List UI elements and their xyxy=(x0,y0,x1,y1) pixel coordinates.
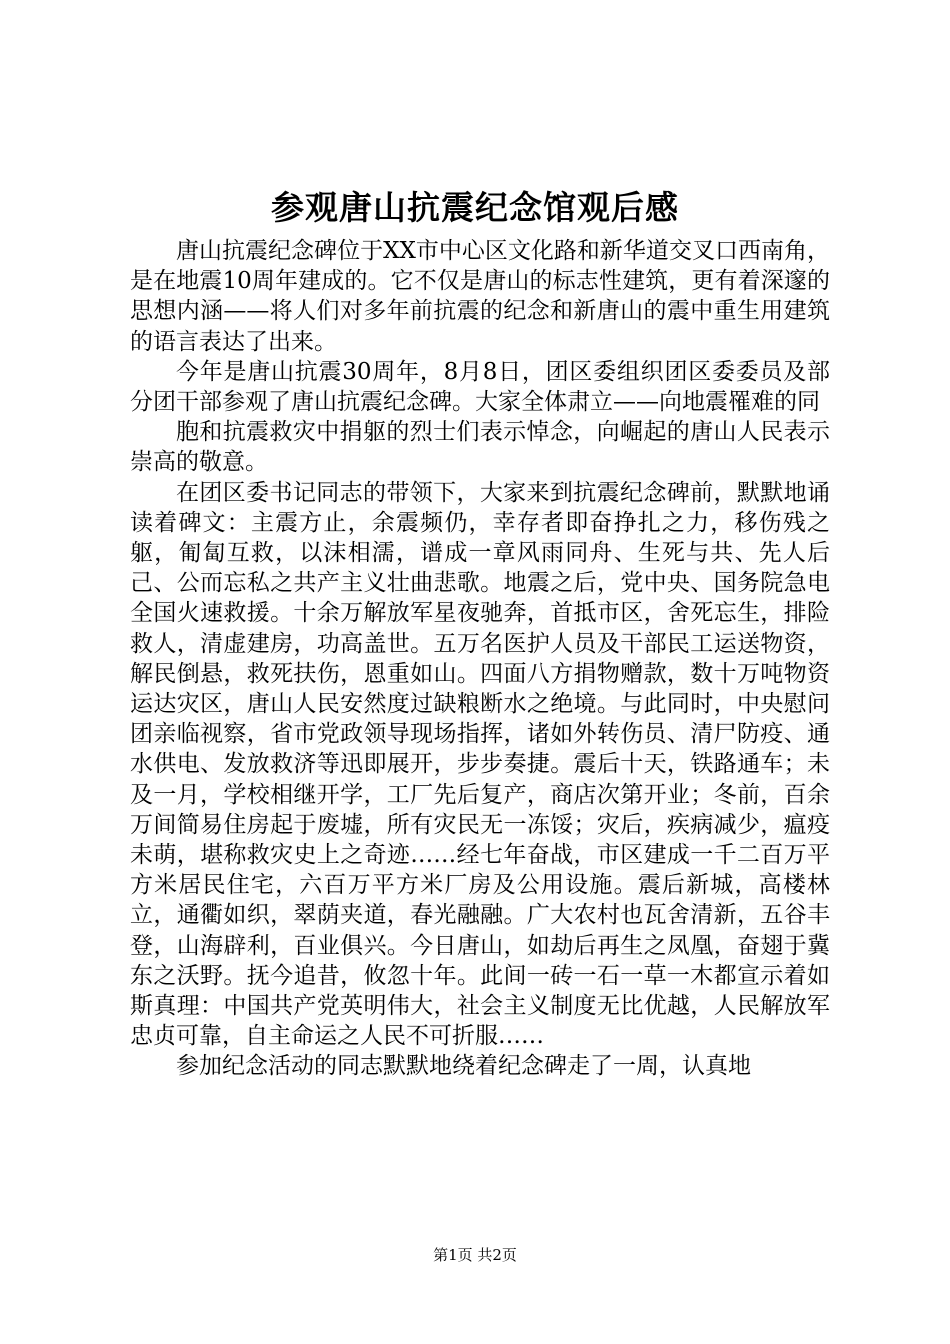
document-body xyxy=(130,236,830,1082)
paragraph-1: 唐山抗震纪念碑位于XX市中心区文化路和新华道交叉口西南角，是在地震10周年建成的。它不仅是唐山的标志性建筑，更有着深邃的思想内涵——将人们对多年前抗震的纪念和新唐山的震中重生用建筑的语言表达了出来。 xyxy=(130,238,830,355)
paragraph-2: 今年是唐山抗震30周年，8月8日，团区委组织团区委委员及部分团干部参观了唐山抗震纪念碑。大家全体肃立——向地震罹难的同 xyxy=(130,358,830,416)
paragraph-3: 胞和抗震救灾中捐躯的烈士们表示悼念，向崛起的唐山人民表示崇高的敬意。 xyxy=(130,419,830,476)
page-footer: 第1页 共2页 xyxy=(433,1246,517,1264)
paragraph-4: 在团区委书记同志的带领下，大家来到抗震纪念碑前，默默地诵读着碑文：主震方止，余震频仍，幸存者即奋挣扎之力，移伤残之躯，匍匐互救，以沫相濡，谱成一章风雨同舟、生死与共、先人后己、公而忘私之共产主义壮曲悲歌。地震之后，党中央、国务院急电全国火速救援。十余万解放军星夜驰奔，首抵市区，舍死忘生，排险救人，清虚建房，功高盖世。五万名医护人员及干部民工运送物资，解民倒悬，救死扶伤，恩重如山。四面八方捐物赠款，数十万吨物资运达灾区，唐山人民安然度过缺粮断水之绝境。与此同时，中央慰问团亲临视察，省市党政领导现场指挥，诸如外转伤员、清尸防疫、通水供电、发放救济等迅即展开，步步奏捷。震后十天，铁路通车；未及一月，学校相继开学，工厂先后复产，商店次第开业；冬前，百余万间简易住房起于废墟，所有灾民无一冻馁；灾后，疾病减少，瘟疫未萌，堪称救灾史上之奇迹……经七年奋战，市区建成一千二百万平方米居民住宅，六百万平方米厂房及公用设施。震后新城，高楼林立，通衢如织，翠荫夹道，春光融融。广大农村也瓦舍清新，五谷丰登，山海辟利，百业俱兴。今日唐山，如劫后再生之凤凰，奋翅于冀东之沃野。抚今追昔，攸忽十年。此间一砖一石一草一木都宣示着如斯真理：中国共产党英明伟大，社会主义制度无比优越，人民解放军忠贞可靠，自主命运之人民不可折服…… xyxy=(130,479,830,1050)
paragraph-5: 参加纪念活动的同志默默地绕着纪念碑走了一周，认真地 xyxy=(176,1053,751,1080)
document-title: 参观唐山抗震纪念馆观后感 xyxy=(271,188,679,227)
